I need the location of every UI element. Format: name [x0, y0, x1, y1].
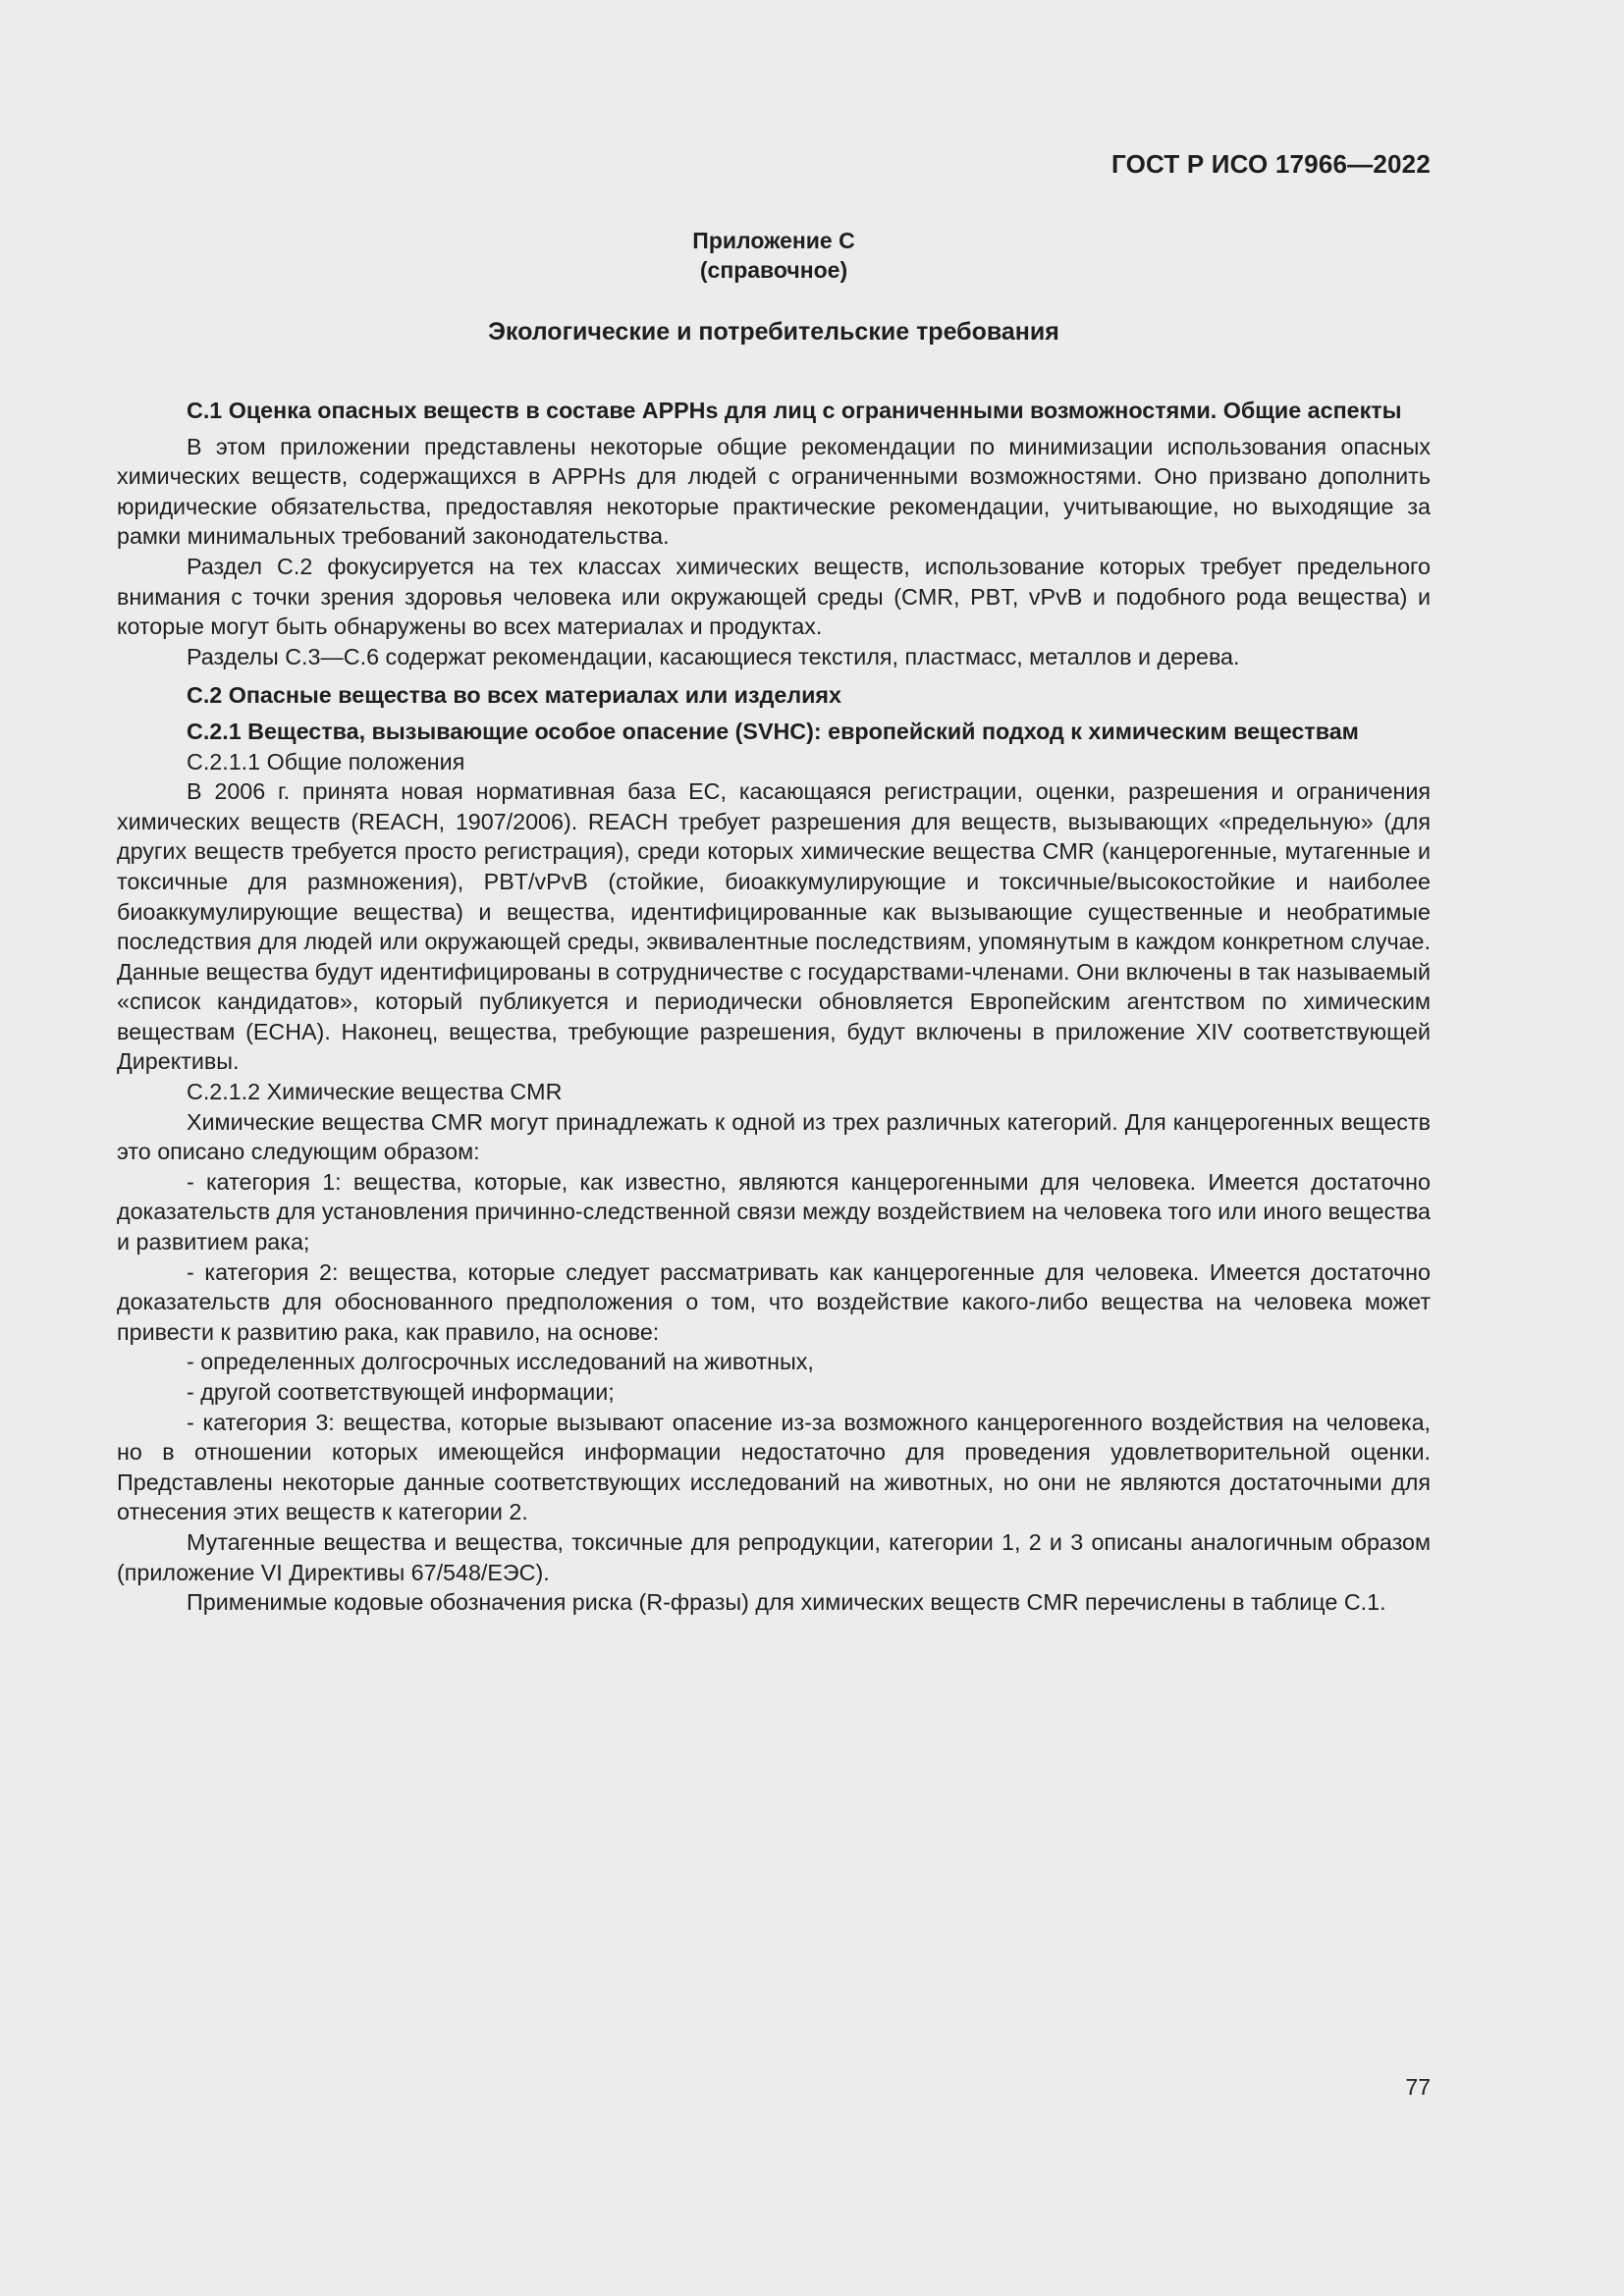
list-item: - категория 2: вещества, которые следует рассматривать как канцерогенные для человека. Имеется достаточно доказательств для обоснованного предположения о том, что воздействие какого-либо вещества на человека может привести к развитию рака, как правило, на основе: — [117, 1258, 1431, 1345]
page-title: Экологические и потребительские требования — [488, 318, 1059, 346]
document-page — [117, 0, 1431, 2296]
section-heading-c21: С.2.1 Вещества, вызывающие особое опасение (SVHC): европейский подход к химическим веществам — [187, 718, 1359, 744]
section-heading-c2: С.2 Опасные вещества во всех материалах или изделиях — [187, 682, 841, 709]
document-body — [117, 396, 1431, 1618]
subsection-heading-c211: С.2.1.1 Общие положения — [187, 748, 465, 774]
section-heading-c1: С.1 Оценка опасных веществ в составе APPHs для лиц с ограниченными возможностями. Общие аспекты — [187, 398, 1402, 423]
list-item: - другой соответствующей информации; — [187, 1379, 615, 1405]
page-number: 77 — [1405, 2074, 1431, 2100]
appendix-subtitle: (справочное) — [699, 257, 848, 283]
paragraph: Разделы С.3—С.6 содержат рекомендации, касающиеся текстиля, пластмасс, металлов и дерева. — [187, 643, 1240, 669]
paragraph: Мутагенные вещества и вещества, токсичные для репродукции, категории 1, 2 и 3 описаны аналогичным образом (приложение VI Директивы 67/548/ЕЭС). — [117, 1528, 1431, 1585]
paragraph: В этом приложении представлены некоторые общие рекомендации по минимизации использования опасных химических веществ, содержащихся в APPHs для людей с ограниченными возможностями. Оно призвано дополнить юридические обязательства, предоставляя некоторые практические рекомендации, учитывающие, но выходящие за рамки минимальных требований законодательства. — [117, 433, 1431, 550]
paragraph: В 2006 г. принята новая нормативная база ЕС, касающаяся регистрации, оценки, разрешения и ограничения химических веществ (REACH, 1907/2006). REACH требует разрешения для веществ, вызывающих «предельную» (для других веществ требуется просто регистрация), среди которых химические вещества CMR (канцерогенные, мутагенные и токсичные для размножения), PBT/vPvB (стойкие, биоаккумулирующие и токсичные/высокостойкие и наиболее биоаккумулирующие вещества) и вещества, идентифицированные как вызывающие существенные и необратимые последствия для людей или окружающей среды, эквивалентные последствиям, упомянутым в каждом конкретном случае. Данные вещества будут идентифицированы в сотрудничестве с государствами-членами. Они включены в так называемый «список кандидатов», который публикуется и периодически обновляется Европейским агентством по химическим веществам (ECHA). Наконец, вещества, требующие разрешения, будут включены в приложение XIV соответствующей Директивы. — [117, 778, 1431, 1075]
appendix-heading — [117, 226, 1431, 285]
paragraph: Раздел С.2 фокусируется на тех классах химических веществ, использование которых требует предельного внимания с точки зрения здоровья человека или окружающей среды (CMR, PBT, vPvB и подобного рода вещества) и которые могут быть обнаружены во всех материалах и продуктах. — [117, 553, 1431, 640]
subsection-heading-c212: С.2.1.2 Химические вещества CMR — [187, 1079, 563, 1105]
paragraph: Применимые кодовые обозначения риска (R-фразы) для химических веществ CMR перечислены в таблице С.1. — [187, 1589, 1386, 1616]
list-item: - категория 3: вещества, которые вызывают опасение из-за возможного канцерогенного воздействия на человека, но в отношении которых имеющейся информации недостаточно для проведения удовлетворительной оценки. Представлены некоторые данные соответствующих исследований на животных, но они не являются достаточными для отнесения этих веществ к категории 2. — [117, 1409, 1431, 1525]
appendix-title: Приложение С — [692, 228, 855, 253]
list-item: - категория 1: вещества, которые, как известно, являются канцерогенными для человека. Имеется достаточно доказательств для установления причинно-следственной связи между воздействием на человека того или иного вещества и развитием рака; — [117, 1168, 1431, 1255]
standard-header: ГОСТ Р ИСО 17966—2022 — [1110, 149, 1431, 179]
paragraph: Химические вещества CMR могут принадлежать к одной из трех различных категорий. Для канцерогенных веществ это описано следующим образом: — [117, 1108, 1431, 1165]
list-item: - определенных долгосрочных исследований на животных, — [187, 1349, 814, 1375]
